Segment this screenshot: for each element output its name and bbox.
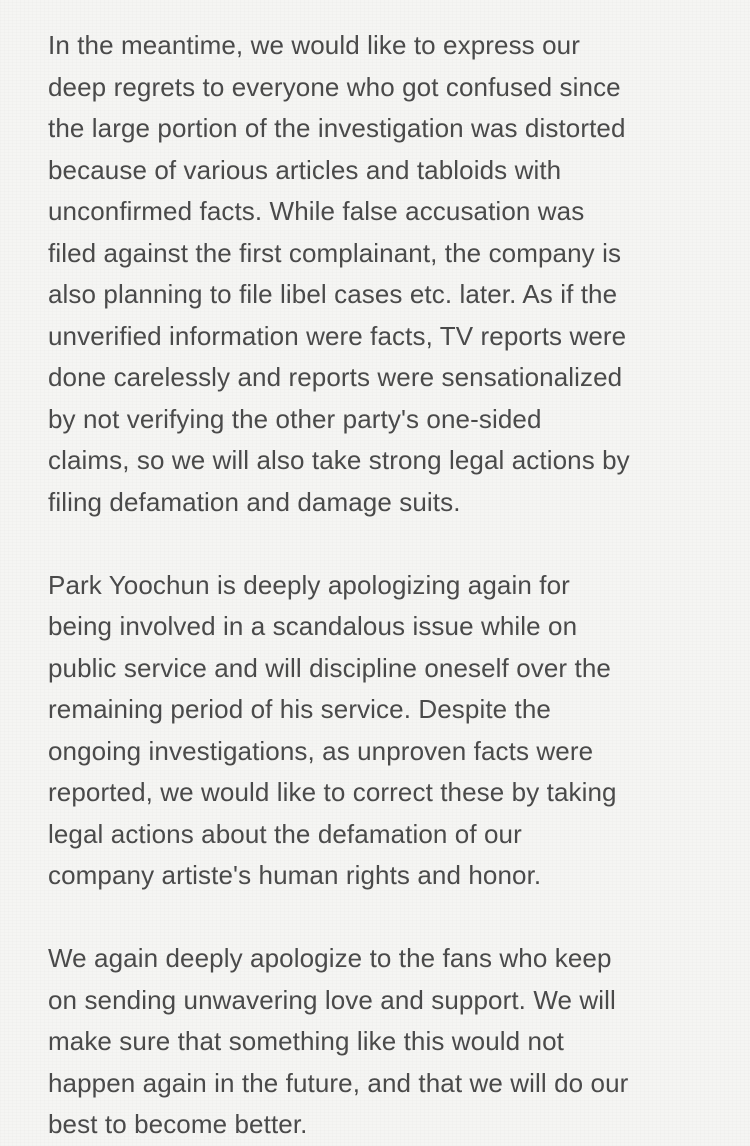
- text-line: happen again in the future, and that we will do our: [48, 1067, 629, 1098]
- text-line: ongoing investigations, as unproven facts were: [48, 735, 594, 766]
- text-line: done carelessly and reports were sensationalized: [48, 362, 623, 392]
- text-line: remaining period of his service. Despite the: [48, 694, 551, 724]
- paragraph-apology-fans: [48, 938, 710, 1146]
- paragraph-regrets: [48, 25, 710, 523]
- text-line: being involved in a scandalous issue while on: [48, 611, 578, 641]
- text-line: We again deeply apologize to the fans who keep: [48, 943, 612, 973]
- text-line: on sending unwavering love and support. We will: [48, 984, 616, 1015]
- text-line: legal actions about the defamation of our: [48, 818, 522, 849]
- text-line: unverified information were facts, TV reports were: [48, 320, 627, 351]
- text-line: Park Yoochun is deeply apologizing again for: [48, 569, 570, 600]
- text-line: unconfirmed facts. While false accusation was: [48, 196, 585, 226]
- text-line: reported, we would like to correct these by taking: [48, 777, 617, 807]
- text-line: deep regrets to everyone who got confused since: [48, 71, 621, 102]
- text-line: best to become better.: [48, 1109, 308, 1139]
- text-line: In the meantime, we would like to express our: [48, 30, 580, 60]
- text-line: by not verifying the other party's one-sided: [48, 403, 542, 434]
- text-line: also planning to file libel cases etc. later. As if the: [48, 279, 618, 309]
- text-line: company artiste's human rights and honor.: [48, 860, 542, 890]
- text-line: filing defamation and damage suits.: [48, 486, 461, 517]
- text-line: the large portion of the investigation was distorted: [48, 113, 626, 143]
- text-line: claims, so we will also take strong legal actions by: [48, 445, 630, 475]
- paragraph-apology-yoochun: [48, 565, 710, 897]
- text-line: because of various articles and tabloids with: [48, 154, 562, 185]
- text-line: make sure that something like this would not: [48, 1026, 564, 1056]
- text-line: public service and will discipline oneself over the: [48, 652, 611, 683]
- text-line: filed against the first complainant, the company is: [48, 237, 622, 268]
